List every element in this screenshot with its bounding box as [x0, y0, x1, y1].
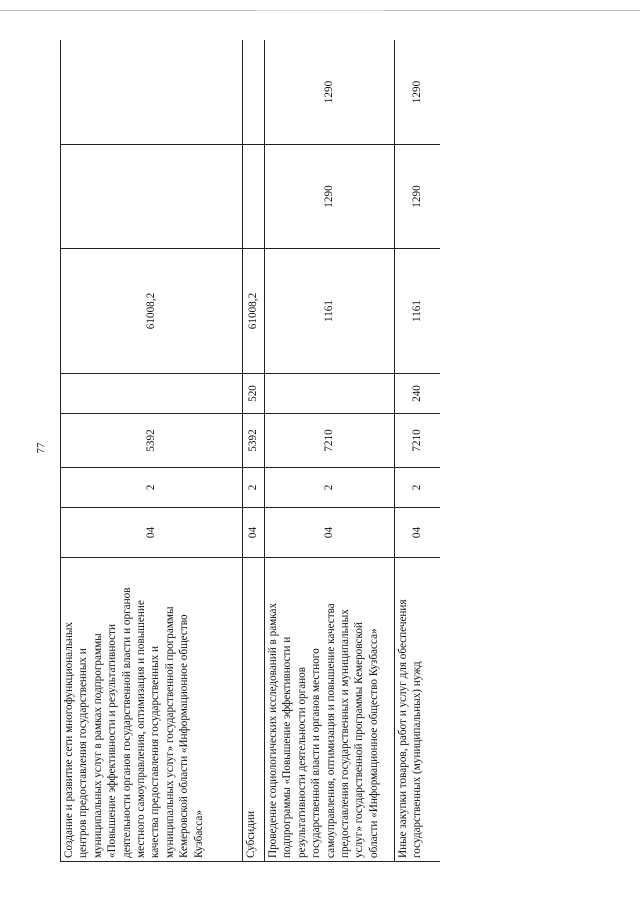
row-expense-type: [265, 374, 395, 414]
row-subprogram: 2: [243, 468, 265, 508]
row-amount-2014: 1290: [395, 40, 441, 145]
table-row: [243, 40, 265, 862]
row-section: 04: [61, 508, 243, 558]
budget-table-rotated: [60, 40, 440, 862]
row-expense-type: 520: [243, 374, 265, 414]
row-amount-2013: 1290: [265, 145, 395, 249]
row-direction: 5392: [243, 414, 265, 468]
row-section: 04: [243, 508, 265, 558]
row-description: Создание и развитие сети многофункциональных центров предоставления государственных и муниципальных услуг в рамках подпрограммы «Повышение эффективности и результативности деятельности органов государственной власти и органов местного самоуправления, оптимизация и повышение качества предоставления государственных и муниципальных услуг» государственной программы Кемеровской области «Информационное общество Кузбасса»: [61, 558, 243, 862]
row-description: Проведение социологических исследований в рамках подпрограммы «Повышение эффективности и результативности деятельности органов государственной власти и органов местного самоуправления, оптимизация и повышение качества предоставления государственных и муниципальных услуг» государственной программы Кемеровской области «Информационное общество Кузбасса»: [265, 558, 395, 862]
row-amount-2014: [243, 40, 265, 145]
table-row: [61, 40, 243, 862]
row-direction: 5392: [61, 414, 243, 468]
row-amount-2012: 61008,2: [243, 249, 265, 374]
row-amount-2012: 1161: [265, 249, 395, 374]
row-description: Иные закупки товаров, работ и услуг для обеспечения государственных (муниципальных) нужд: [395, 558, 441, 862]
row-section: 04: [265, 508, 395, 558]
row-subprogram: 2: [61, 468, 243, 508]
scan-edge-line: [0, 10, 640, 11]
row-expense-type: 240: [395, 374, 441, 414]
row-section: 04: [395, 508, 441, 558]
row-amount-2013: [61, 145, 243, 249]
row-subprogram: 2: [395, 468, 441, 508]
row-direction: 7210: [265, 414, 395, 468]
row-description: Субсидии: [243, 558, 265, 862]
row-amount-2013: 1290: [395, 145, 441, 249]
row-amount-2014: 1290: [265, 40, 395, 145]
page-number: 77: [35, 442, 47, 454]
row-amount-2012: 1161: [395, 249, 441, 374]
row-direction: 7210: [395, 414, 441, 468]
table-row: [265, 40, 395, 862]
row-expense-type: [61, 374, 243, 414]
table-row: [395, 40, 441, 862]
budget-table-frame: [60, 40, 440, 862]
row-amount-2013: [243, 145, 265, 249]
row-amount-2014: [61, 40, 243, 145]
budget-table: [60, 40, 440, 862]
row-amount-2012: 61008,2: [61, 249, 243, 374]
row-subprogram: 2: [265, 468, 395, 508]
